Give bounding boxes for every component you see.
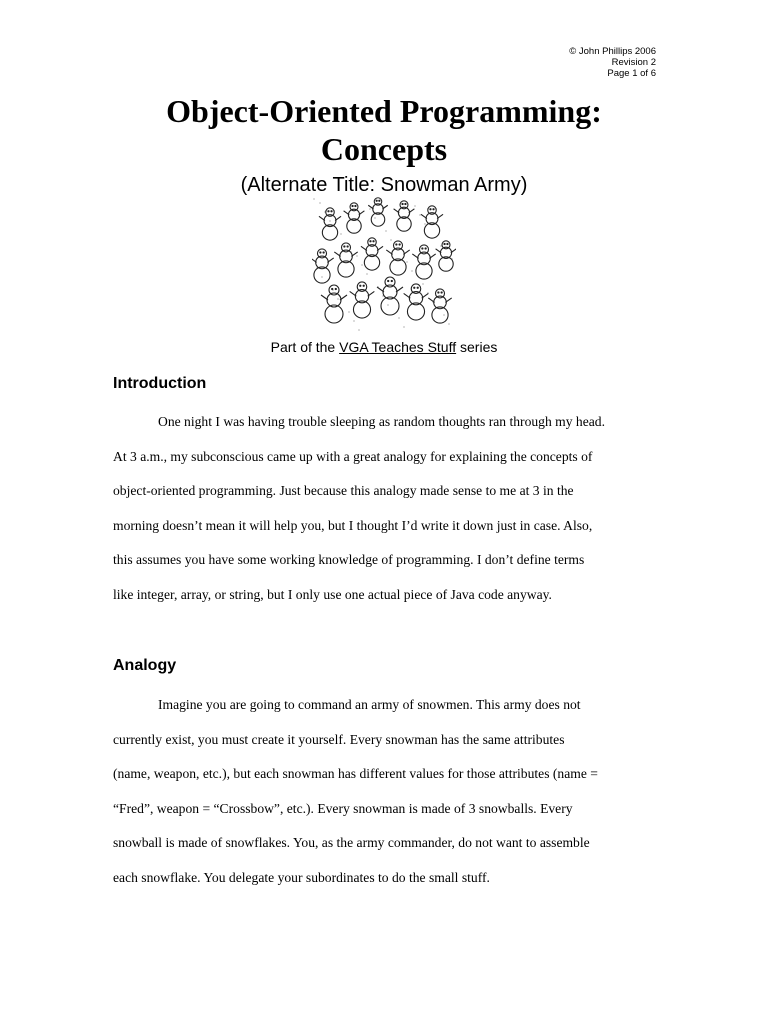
copyright-line: © John Phillips 2006 [569, 46, 656, 57]
paragraph-line: each snowflake. You delegate your subordinates to do the small stuff. [113, 869, 490, 885]
paragraph-line: morning doesn’t mean it will help you, but I thought I’d write it down just in case. Also, [113, 517, 593, 533]
snowman-figure [312, 249, 334, 283]
snowman-figure [436, 241, 456, 271]
snowman-figure [368, 198, 388, 227]
snowman-figure [428, 289, 451, 323]
snowman-figure [334, 243, 357, 277]
snowman-figure [361, 238, 383, 270]
snowman-figure [404, 284, 429, 320]
header-meta [569, 46, 656, 79]
paragraph-line: object-oriented programming. Just because this analogy made sense to me at 3 in the [113, 483, 574, 499]
paragraph-line: One night I was having trouble sleeping as random thoughts ran through my head. [158, 414, 605, 429]
paragraph-line: Imagine you are going to command an army of snowmen. This army does not [158, 697, 581, 712]
paragraph-line: snowball is made of snowflakes. You, as the army commander, do not want to assemble [113, 835, 590, 851]
series-link[interactable]: VGA Teaches Stuff [339, 339, 457, 355]
introduction-paragraph [113, 405, 658, 613]
document-title [0, 92, 768, 168]
series-prefix: Part of the [270, 339, 340, 355]
paragraph-line: “Fred”, weapon = “Crossbow”, etc.). Every snowman is made of 3 snowballs. Every [113, 800, 573, 816]
analogy-heading: Analogy [113, 657, 177, 674]
paragraph-line: this assumes you have some working knowledge of programming. I don’t define terms [113, 552, 585, 568]
revision-line: Revision 2 [611, 57, 656, 68]
title-line-2: Concepts [320, 131, 448, 167]
document-subtitle: (Alternate Title: Snowman Army) [240, 174, 528, 196]
snowman-figure [319, 208, 341, 240]
snowman-figure [421, 206, 443, 238]
title-line-1: Object-Oriented Programming: [166, 93, 602, 129]
paragraph-line: (name, weapon, etc.), but each snowman has different values for those attributes (name = [113, 766, 598, 782]
paragraph-line: like integer, array, or string, but I only use one actual piece of Java code anyway. [113, 586, 552, 602]
snowman-figure [350, 282, 375, 318]
snowman-figure [377, 277, 403, 315]
snowman-figure [394, 201, 415, 231]
snowman-figure [321, 285, 347, 323]
snowman-figure [344, 203, 365, 233]
snowman-army-illustration [312, 196, 456, 336]
paragraph-line: At 3 a.m., my subconscious came up with a great analogy for explaining the concepts of [113, 448, 593, 464]
introduction-heading: Introduction [113, 375, 207, 392]
series-caption [0, 338, 768, 356]
snowman-figure [386, 241, 409, 275]
page-number: Page 1 of 6 [607, 68, 656, 79]
paragraph-line: currently exist, you must create it yourself. Every snowman has the same attributes [113, 731, 565, 747]
analogy-paragraph [113, 688, 658, 896]
series-suffix: series [456, 339, 498, 355]
snowman-figure [412, 245, 435, 279]
